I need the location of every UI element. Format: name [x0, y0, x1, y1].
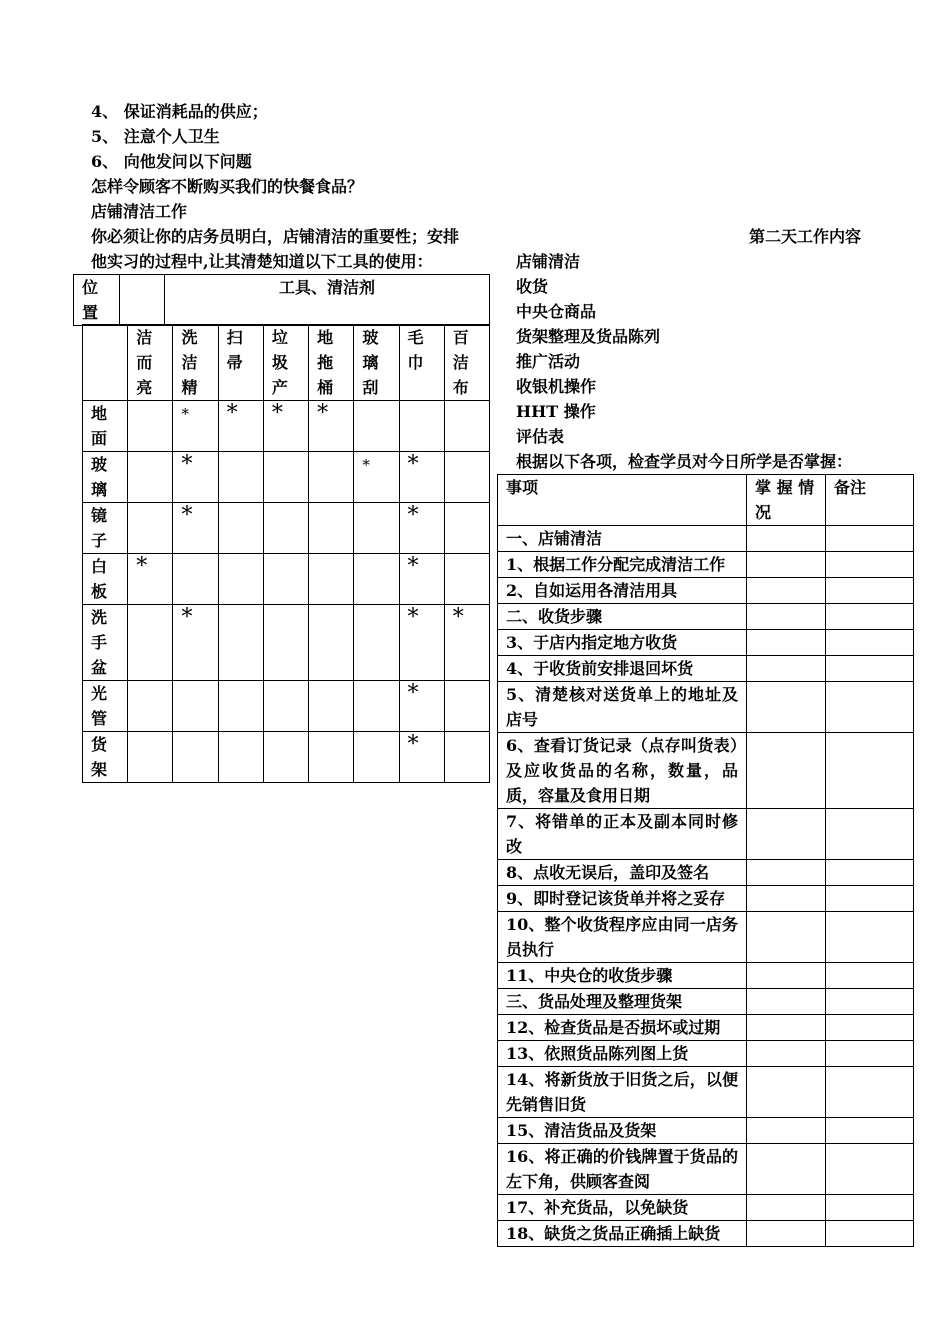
usage-mark [218, 401, 263, 452]
checklist-row [498, 912, 914, 963]
mastery-cell[interactable] [747, 630, 826, 656]
empty-cell [444, 681, 489, 732]
checklist-item: 4、于收货前安排退回坏货 [498, 656, 747, 682]
star-mark: * [407, 605, 419, 630]
usage-mark [399, 503, 444, 554]
tool-header: 毛巾 [399, 325, 444, 401]
checklist-item: 2、自如运用各清洁用具 [498, 578, 747, 604]
empty-cell [354, 681, 399, 732]
empty-cell [218, 681, 263, 732]
tool-header: 洁而亮 [128, 325, 173, 401]
remarks-cell[interactable] [826, 963, 914, 989]
tools-row [83, 732, 490, 783]
remarks-cell[interactable] [826, 604, 914, 630]
empty-cell [444, 452, 489, 503]
mastery-cell[interactable] [747, 1118, 826, 1144]
mastery-cell[interactable] [747, 1015, 826, 1041]
remarks-cell[interactable] [826, 1015, 914, 1041]
place-cell: 光管 [83, 681, 128, 732]
remarks-cell[interactable] [826, 1067, 914, 1118]
checklist-item: 16、将正确的价钱牌置于货品的左下角，供顾客查阅 [498, 1144, 747, 1195]
day2-item: 推广活动 [516, 352, 581, 371]
empty-cell [354, 554, 399, 605]
tool-header: 垃圾产 [263, 325, 308, 401]
checklist-item: 14、将新货放于旧货之后，以便先销售旧货 [498, 1067, 747, 1118]
checklist-row [498, 809, 914, 860]
empty-cell [444, 554, 489, 605]
empty-cell [173, 732, 218, 783]
tools-group-header: 工具、清洁剂 [165, 275, 490, 326]
day2-item: 店铺清洁 [516, 252, 581, 271]
header-item: 事项 [498, 475, 747, 526]
tools-table-header [73, 274, 490, 326]
remarks-cell[interactable] [826, 526, 914, 552]
checklist-row [498, 1118, 914, 1144]
usage-mark [444, 605, 489, 681]
header-remarks: 备注 [826, 475, 914, 526]
place-cell: 货架 [83, 732, 128, 783]
usage-mark [354, 452, 399, 503]
empty-cell [128, 681, 173, 732]
empty-cell [173, 681, 218, 732]
checklist-item: 5、清楚核对送货单上的地址及店号 [498, 682, 747, 733]
remarks-cell[interactable] [826, 552, 914, 578]
checklist-item: 15、清洁货品及货架 [498, 1118, 747, 1144]
mastery-cell[interactable] [747, 682, 826, 733]
checklist-item: 9、即时登记该货单并将之妥存 [498, 886, 747, 912]
mastery-cell[interactable] [747, 526, 826, 552]
checklist-item: 一、店铺清洁 [498, 526, 747, 552]
checklist-row [498, 682, 914, 733]
place-cell: 洗手盆 [83, 605, 128, 681]
empty-cell [263, 681, 308, 732]
intro-line-4: 4、 保证消耗品的供应； [91, 102, 268, 121]
mastery-cell[interactable] [747, 733, 826, 809]
checklist-row [498, 1144, 914, 1195]
day2-title: 第二天工作内容 [749, 227, 862, 246]
place-cell: 镜子 [83, 503, 128, 554]
remarks-cell[interactable] [826, 1144, 914, 1195]
tools-table [82, 324, 490, 783]
usage-mark [263, 401, 308, 452]
checklist-item: 二、收货步骤 [498, 604, 747, 630]
star-mark: * [226, 401, 238, 426]
mastery-cell[interactable] [747, 963, 826, 989]
checklist-item: 7、将错单的正本及副本同时修改 [498, 809, 747, 860]
remarks-cell[interactable] [826, 989, 914, 1015]
mastery-cell[interactable] [747, 1144, 826, 1195]
star-mark: * [407, 503, 419, 528]
corner-label: 位置 [74, 275, 120, 326]
checklist-row [498, 1067, 914, 1118]
tools-row [83, 401, 490, 452]
tool-header: 百洁布 [444, 325, 489, 401]
mastery-cell[interactable] [747, 552, 826, 578]
checklist-row [498, 1221, 914, 1247]
remarks-cell[interactable] [826, 1195, 914, 1221]
checklist-row [498, 604, 914, 630]
checklist-row [498, 656, 914, 682]
day2-item: 收货 [516, 277, 549, 296]
usage-mark [173, 605, 218, 681]
day2-item: 评估表 [516, 427, 565, 446]
checklist-item: 10、整个收货程序应由同一店务员执行 [498, 912, 747, 963]
star-mark: * [136, 554, 148, 579]
empty-cell [354, 401, 399, 452]
mastery-cell[interactable] [747, 886, 826, 912]
tool-header: 玻璃刮 [354, 325, 399, 401]
mastery-cell[interactable] [747, 809, 826, 860]
mastery-cell[interactable] [747, 912, 826, 963]
empty-cell [263, 452, 308, 503]
empty-cell [218, 605, 263, 681]
empty-cell [444, 732, 489, 783]
checklist-row [498, 630, 914, 656]
usage-mark [173, 452, 218, 503]
empty-cell [128, 503, 173, 554]
checklist-row [498, 963, 914, 989]
mastery-cell[interactable] [747, 1041, 826, 1067]
checklist-item: 三、货品处理及整理货架 [498, 989, 747, 1015]
checklist-row [498, 578, 914, 604]
checklist-row [498, 526, 914, 552]
tool-header: 地拖桶 [309, 325, 354, 401]
remarks-cell[interactable] [826, 1041, 914, 1067]
empty-cell [309, 554, 354, 605]
checklist-row [498, 886, 914, 912]
remarks-cell[interactable] [826, 578, 914, 604]
empty-cell [218, 732, 263, 783]
place-cell: 地面 [83, 401, 128, 452]
intro-line-5: 5、 注意个人卫生 [91, 127, 220, 146]
section-heading-cleaning: 店铺清洁工作 [91, 202, 188, 221]
place-cell: 白板 [83, 554, 128, 605]
tool-header: 扫帚 [218, 325, 263, 401]
usage-mark [173, 401, 218, 452]
blank-cell [83, 325, 128, 401]
empty-cell [309, 605, 354, 681]
star-mark: * [362, 456, 370, 474]
empty-cell [309, 503, 354, 554]
day2-item: HHT 操作 [516, 402, 596, 421]
tools-row [83, 554, 490, 605]
checklist-table [497, 474, 914, 1247]
empty-cell [263, 554, 308, 605]
empty-cell [218, 452, 263, 503]
empty-cell [128, 732, 173, 783]
tools-row [83, 503, 490, 554]
remarks-cell[interactable] [826, 630, 914, 656]
remarks-cell[interactable] [826, 809, 914, 860]
checklist-item: 13、依照货品陈列图上货 [498, 1041, 747, 1067]
remarks-cell[interactable] [826, 733, 914, 809]
mastery-cell[interactable] [747, 1067, 826, 1118]
checklist-item: 3、于店内指定地方收货 [498, 630, 747, 656]
empty-cell [399, 401, 444, 452]
tool-header: 洗洁精 [173, 325, 218, 401]
place-cell: 玻璃 [83, 452, 128, 503]
header-mastery: 掌 握 情 况 [747, 475, 826, 526]
empty-cell [263, 605, 308, 681]
checklist-row [498, 1015, 914, 1041]
empty-cell [444, 503, 489, 554]
remarks-cell[interactable] [826, 912, 914, 963]
empty-cell [263, 732, 308, 783]
checklist-row [498, 552, 914, 578]
tools-header-row [83, 325, 490, 401]
checklist-item: 8、点收无误后，盖印及签名 [498, 860, 747, 886]
mastery-cell[interactable] [747, 656, 826, 682]
empty-cell [128, 452, 173, 503]
star-mark: * [407, 452, 419, 477]
star-mark: * [407, 554, 419, 579]
intro-paragraph-2: 他实习的过程中,让其清楚知道以下工具的使用： [91, 252, 433, 271]
empty-cell [218, 554, 263, 605]
empty-cell [263, 503, 308, 554]
empty-cell [173, 554, 218, 605]
checklist-row [498, 860, 914, 886]
usage-mark [399, 452, 444, 503]
checklist-row [498, 1195, 914, 1221]
checklist-header-row [498, 475, 914, 526]
star-mark: * [452, 605, 464, 630]
star-mark: * [407, 732, 419, 757]
checklist-row [498, 989, 914, 1015]
empty-cell [309, 732, 354, 783]
day2-item: 收银机操作 [516, 377, 597, 396]
usage-mark [399, 732, 444, 783]
remarks-cell[interactable] [826, 1221, 914, 1247]
star-mark: * [181, 452, 193, 477]
star-mark: * [181, 605, 193, 630]
tools-row [83, 605, 490, 681]
empty-cell [128, 605, 173, 681]
mastery-cell[interactable] [747, 1221, 826, 1247]
usage-mark [399, 554, 444, 605]
empty-cell [309, 452, 354, 503]
checklist-item: 17、补充货品，以免缺货 [498, 1195, 747, 1221]
checklist-item: 18、缺货之货品正确插上缺货 [498, 1221, 747, 1247]
empty-cell [354, 605, 399, 681]
remarks-cell[interactable] [826, 682, 914, 733]
checklist-item: 11、中央仓的收货步骤 [498, 963, 747, 989]
usage-mark [128, 554, 173, 605]
star-mark: * [181, 405, 189, 423]
mastery-cell[interactable] [747, 1195, 826, 1221]
tools-row [83, 452, 490, 503]
usage-mark [399, 605, 444, 681]
remarks-cell[interactable] [826, 860, 914, 886]
mastery-cell[interactable] [747, 860, 826, 886]
mastery-cell[interactable] [747, 604, 826, 630]
star-mark: * [317, 401, 329, 426]
star-mark: * [181, 503, 193, 528]
day2-item: 中央仓商品 [516, 302, 597, 321]
checklist-row [498, 733, 914, 809]
remarks-cell[interactable] [826, 886, 914, 912]
usage-mark [173, 503, 218, 554]
empty-cell [444, 401, 489, 452]
checklist-item: 1、根据工作分配完成清洁工作 [498, 552, 747, 578]
usage-mark [309, 401, 354, 452]
tools-row [83, 681, 490, 732]
empty-cell [309, 681, 354, 732]
day2-item: 货架整理及货品陈列 [516, 327, 661, 346]
intro-line-6: 6、 向他发问以下问题 [91, 152, 252, 171]
empty-cell [354, 503, 399, 554]
remarks-cell[interactable] [826, 656, 914, 682]
empty-cell [354, 732, 399, 783]
checklist-row [498, 1041, 914, 1067]
mastery-cell[interactable] [747, 578, 826, 604]
empty-cell [128, 401, 173, 452]
star-mark: * [407, 681, 419, 706]
star-mark: * [271, 401, 283, 426]
empty-cell [218, 503, 263, 554]
checklist-intro: 根据以下各项，检查学员对今日所学是否掌握： [516, 452, 853, 471]
mastery-cell[interactable] [747, 989, 826, 1015]
intro-paragraph-1: 你必须让你的店务员明白，店铺清洁的重要性；安排 [91, 227, 460, 246]
checklist-item: 12、检查货品是否损坏或过期 [498, 1015, 747, 1041]
intro-question: 怎样令顾客不断购买我们的快餐食品？ [91, 177, 364, 196]
remarks-cell[interactable] [826, 1118, 914, 1144]
checklist-item: 6、查看订货记录（点存叫货表）及应收货品的名称，数量，品质，容量及食用日期 [498, 733, 747, 809]
blank-cell [120, 275, 165, 326]
usage-mark [399, 681, 444, 732]
